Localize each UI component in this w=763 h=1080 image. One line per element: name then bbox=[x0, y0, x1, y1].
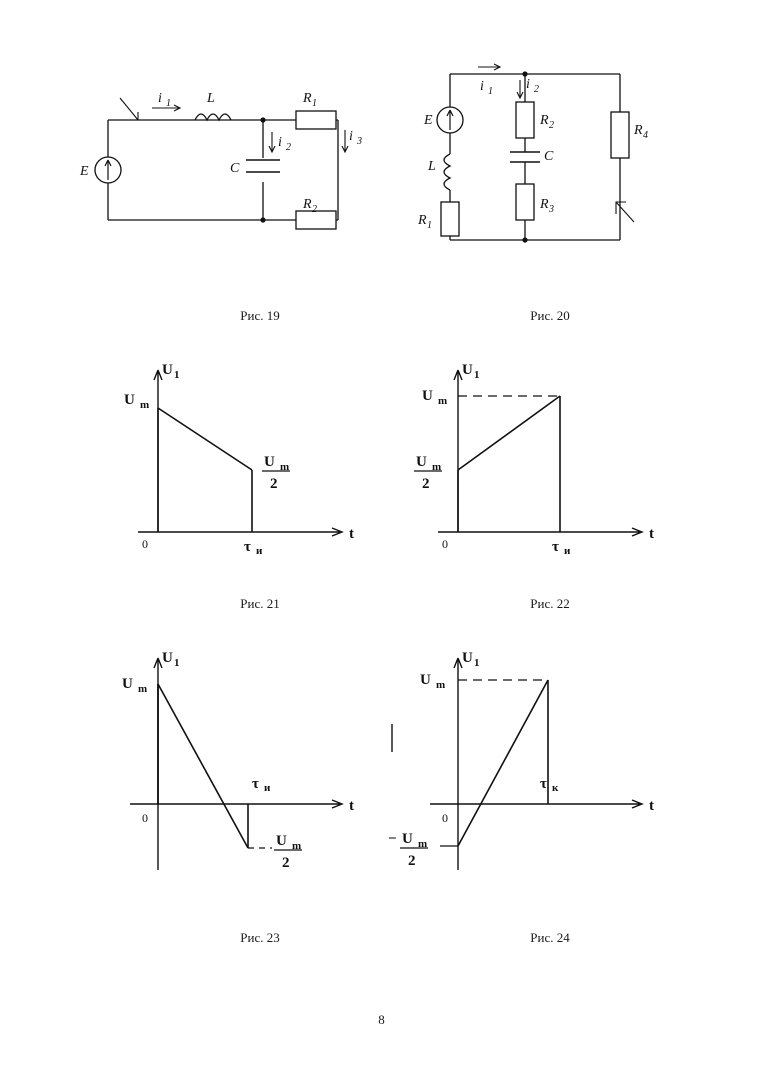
label-Um-half-numerator: U bbox=[416, 454, 427, 470]
label-capacitor-C: C bbox=[544, 149, 554, 164]
label-axis-x: t bbox=[649, 798, 654, 814]
label-axis-y: U bbox=[462, 650, 473, 666]
label-resistor-R3: R bbox=[540, 197, 549, 212]
label-neg-Um-half-numerator: U bbox=[402, 831, 413, 847]
label-Um: U bbox=[122, 676, 133, 692]
label-current-i2-sub: 2 bbox=[534, 84, 539, 95]
label-current-i2-sub: 2 bbox=[286, 142, 291, 153]
label-current-i2: i bbox=[278, 135, 282, 150]
output-arrow-icon bbox=[616, 202, 634, 222]
figure-24-caption: Рис. 24 bbox=[530, 930, 570, 945]
label-Um: U bbox=[422, 388, 433, 404]
label-Um-sub: m bbox=[138, 683, 148, 695]
label-tau-sub: и bbox=[564, 545, 571, 557]
label-axis-y: U bbox=[162, 362, 173, 378]
label-Um: U bbox=[420, 672, 431, 688]
label-inductor-L: L bbox=[428, 159, 436, 174]
label-resistor-R1: R bbox=[303, 91, 312, 106]
x-axis bbox=[130, 800, 342, 808]
label-axis-x: t bbox=[649, 526, 654, 542]
label-origin: 0 bbox=[442, 811, 448, 825]
figure-21-caption: Рис. 21 bbox=[240, 596, 280, 611]
label-source-E: E bbox=[80, 164, 89, 179]
x-axis bbox=[430, 800, 642, 808]
label-axis-y: U bbox=[462, 362, 473, 378]
label-Um: U bbox=[124, 392, 135, 408]
capacitor-symbol bbox=[246, 160, 280, 172]
label-capacitor-C: C bbox=[230, 161, 240, 176]
label-neg-sign: − bbox=[388, 831, 397, 847]
label-inductor-L: L bbox=[207, 91, 215, 106]
current-i3-arrow-icon bbox=[342, 130, 348, 152]
waveform-ramp bbox=[458, 396, 560, 470]
label-axis-x: t bbox=[349, 526, 354, 542]
label-neg-Um-half-numerator-sub: m bbox=[292, 840, 302, 852]
label-source-E: E bbox=[424, 113, 433, 128]
resistor-R1-symbol bbox=[441, 202, 459, 236]
wire-outer-frame bbox=[450, 74, 620, 240]
label-resistor-R1: R bbox=[418, 213, 427, 228]
label-resistor-R3-sub: 3 bbox=[549, 204, 554, 215]
label-tau-sub: к bbox=[552, 782, 559, 794]
label-resistor-R4-sub: 4 bbox=[643, 130, 648, 141]
label-current-i3: i bbox=[349, 129, 353, 144]
current-i2-arrow-icon bbox=[269, 132, 275, 152]
x-axis bbox=[138, 528, 342, 536]
label-Um-sub: m bbox=[438, 395, 448, 407]
figure-19-caption: Рис. 19 bbox=[240, 308, 280, 323]
label-current-i1: i bbox=[480, 79, 484, 94]
label-axis-y: U bbox=[162, 650, 173, 666]
label-current-i1-sub: 1 bbox=[488, 86, 493, 97]
label-origin: 0 bbox=[142, 537, 148, 551]
label-axis-y-sub: 1 bbox=[174, 369, 180, 381]
current-i2-arrow-icon bbox=[517, 80, 523, 98]
label-current-i1: i bbox=[158, 91, 162, 106]
figure-19 bbox=[80, 80, 390, 250]
label-axis-y-sub: 1 bbox=[474, 657, 480, 669]
label-tau: τ bbox=[540, 776, 547, 792]
inductor-symbol bbox=[195, 114, 231, 120]
current-i1-arrow-icon bbox=[478, 64, 500, 70]
label-axis-y-sub: 1 bbox=[174, 657, 180, 669]
label-resistor-R2-sub: 2 bbox=[549, 120, 554, 131]
label-Um-half-numerator-sub: m bbox=[432, 461, 442, 473]
label-resistor-R2: R bbox=[540, 113, 549, 128]
waveform-ramp bbox=[158, 408, 252, 470]
label-neg-Um-half-numerator: U bbox=[276, 833, 287, 849]
resistor-R2-symbol bbox=[516, 102, 534, 138]
label-Um-half-denominator: 2 bbox=[422, 476, 430, 492]
resistor-R3-symbol bbox=[516, 184, 534, 220]
label-tau-sub: и bbox=[256, 545, 263, 557]
label-origin: 0 bbox=[442, 537, 448, 551]
label-resistor-R4: R bbox=[634, 123, 643, 138]
figure-22-caption: Рис. 22 bbox=[530, 596, 570, 611]
figure-23 bbox=[100, 640, 390, 880]
page-number: 8 bbox=[378, 1012, 385, 1027]
label-neg-Um-half-denominator: 2 bbox=[408, 853, 416, 869]
label-tau: τ bbox=[552, 539, 559, 555]
label-tau-sub: и bbox=[264, 782, 271, 794]
label-tau: τ bbox=[244, 539, 251, 555]
input-arrow-icon bbox=[120, 98, 138, 120]
figure-20 bbox=[420, 62, 670, 262]
label-Um-half-numerator: U bbox=[264, 454, 275, 470]
label-Um-half-denominator: 2 bbox=[270, 476, 278, 492]
label-neg-Um-half-denominator: 2 bbox=[282, 855, 290, 871]
label-neg-Um-half-numerator-sub: m bbox=[418, 838, 428, 850]
label-origin: 0 bbox=[142, 811, 148, 825]
figure-23-caption: Рис. 23 bbox=[240, 930, 280, 945]
figure-22 bbox=[400, 352, 690, 557]
figure-21 bbox=[100, 352, 390, 557]
label-current-i3-sub: 3 bbox=[357, 136, 362, 147]
label-current-i2: i bbox=[526, 77, 530, 92]
capacitor-symbol bbox=[510, 152, 540, 162]
resistor-R4-symbol bbox=[611, 112, 629, 158]
figure-20-caption: Рис. 20 bbox=[530, 308, 570, 323]
label-current-i1-sub: 1 bbox=[166, 98, 171, 109]
label-Um-sub: m bbox=[140, 399, 150, 411]
waveform-ramp bbox=[458, 680, 548, 846]
x-axis bbox=[438, 528, 642, 536]
label-axis-y-sub: 1 bbox=[474, 369, 480, 381]
label-tau: τ bbox=[252, 776, 259, 792]
label-resistor-R2: R bbox=[303, 197, 312, 212]
label-resistor-R1-sub: 1 bbox=[427, 220, 432, 231]
y-axis bbox=[454, 658, 462, 870]
label-axis-x: t bbox=[349, 798, 354, 814]
label-Um-half-numerator-sub: m bbox=[280, 461, 290, 473]
label-resistor-R2-sub: 2 bbox=[312, 204, 317, 215]
inductor-symbol bbox=[444, 154, 450, 190]
figure-24 bbox=[388, 640, 690, 880]
label-Um-sub: m bbox=[436, 679, 446, 691]
waveform-ramp bbox=[158, 684, 248, 848]
label-resistor-R1-sub: 1 bbox=[312, 98, 317, 109]
resistor-R1-symbol bbox=[296, 111, 336, 129]
